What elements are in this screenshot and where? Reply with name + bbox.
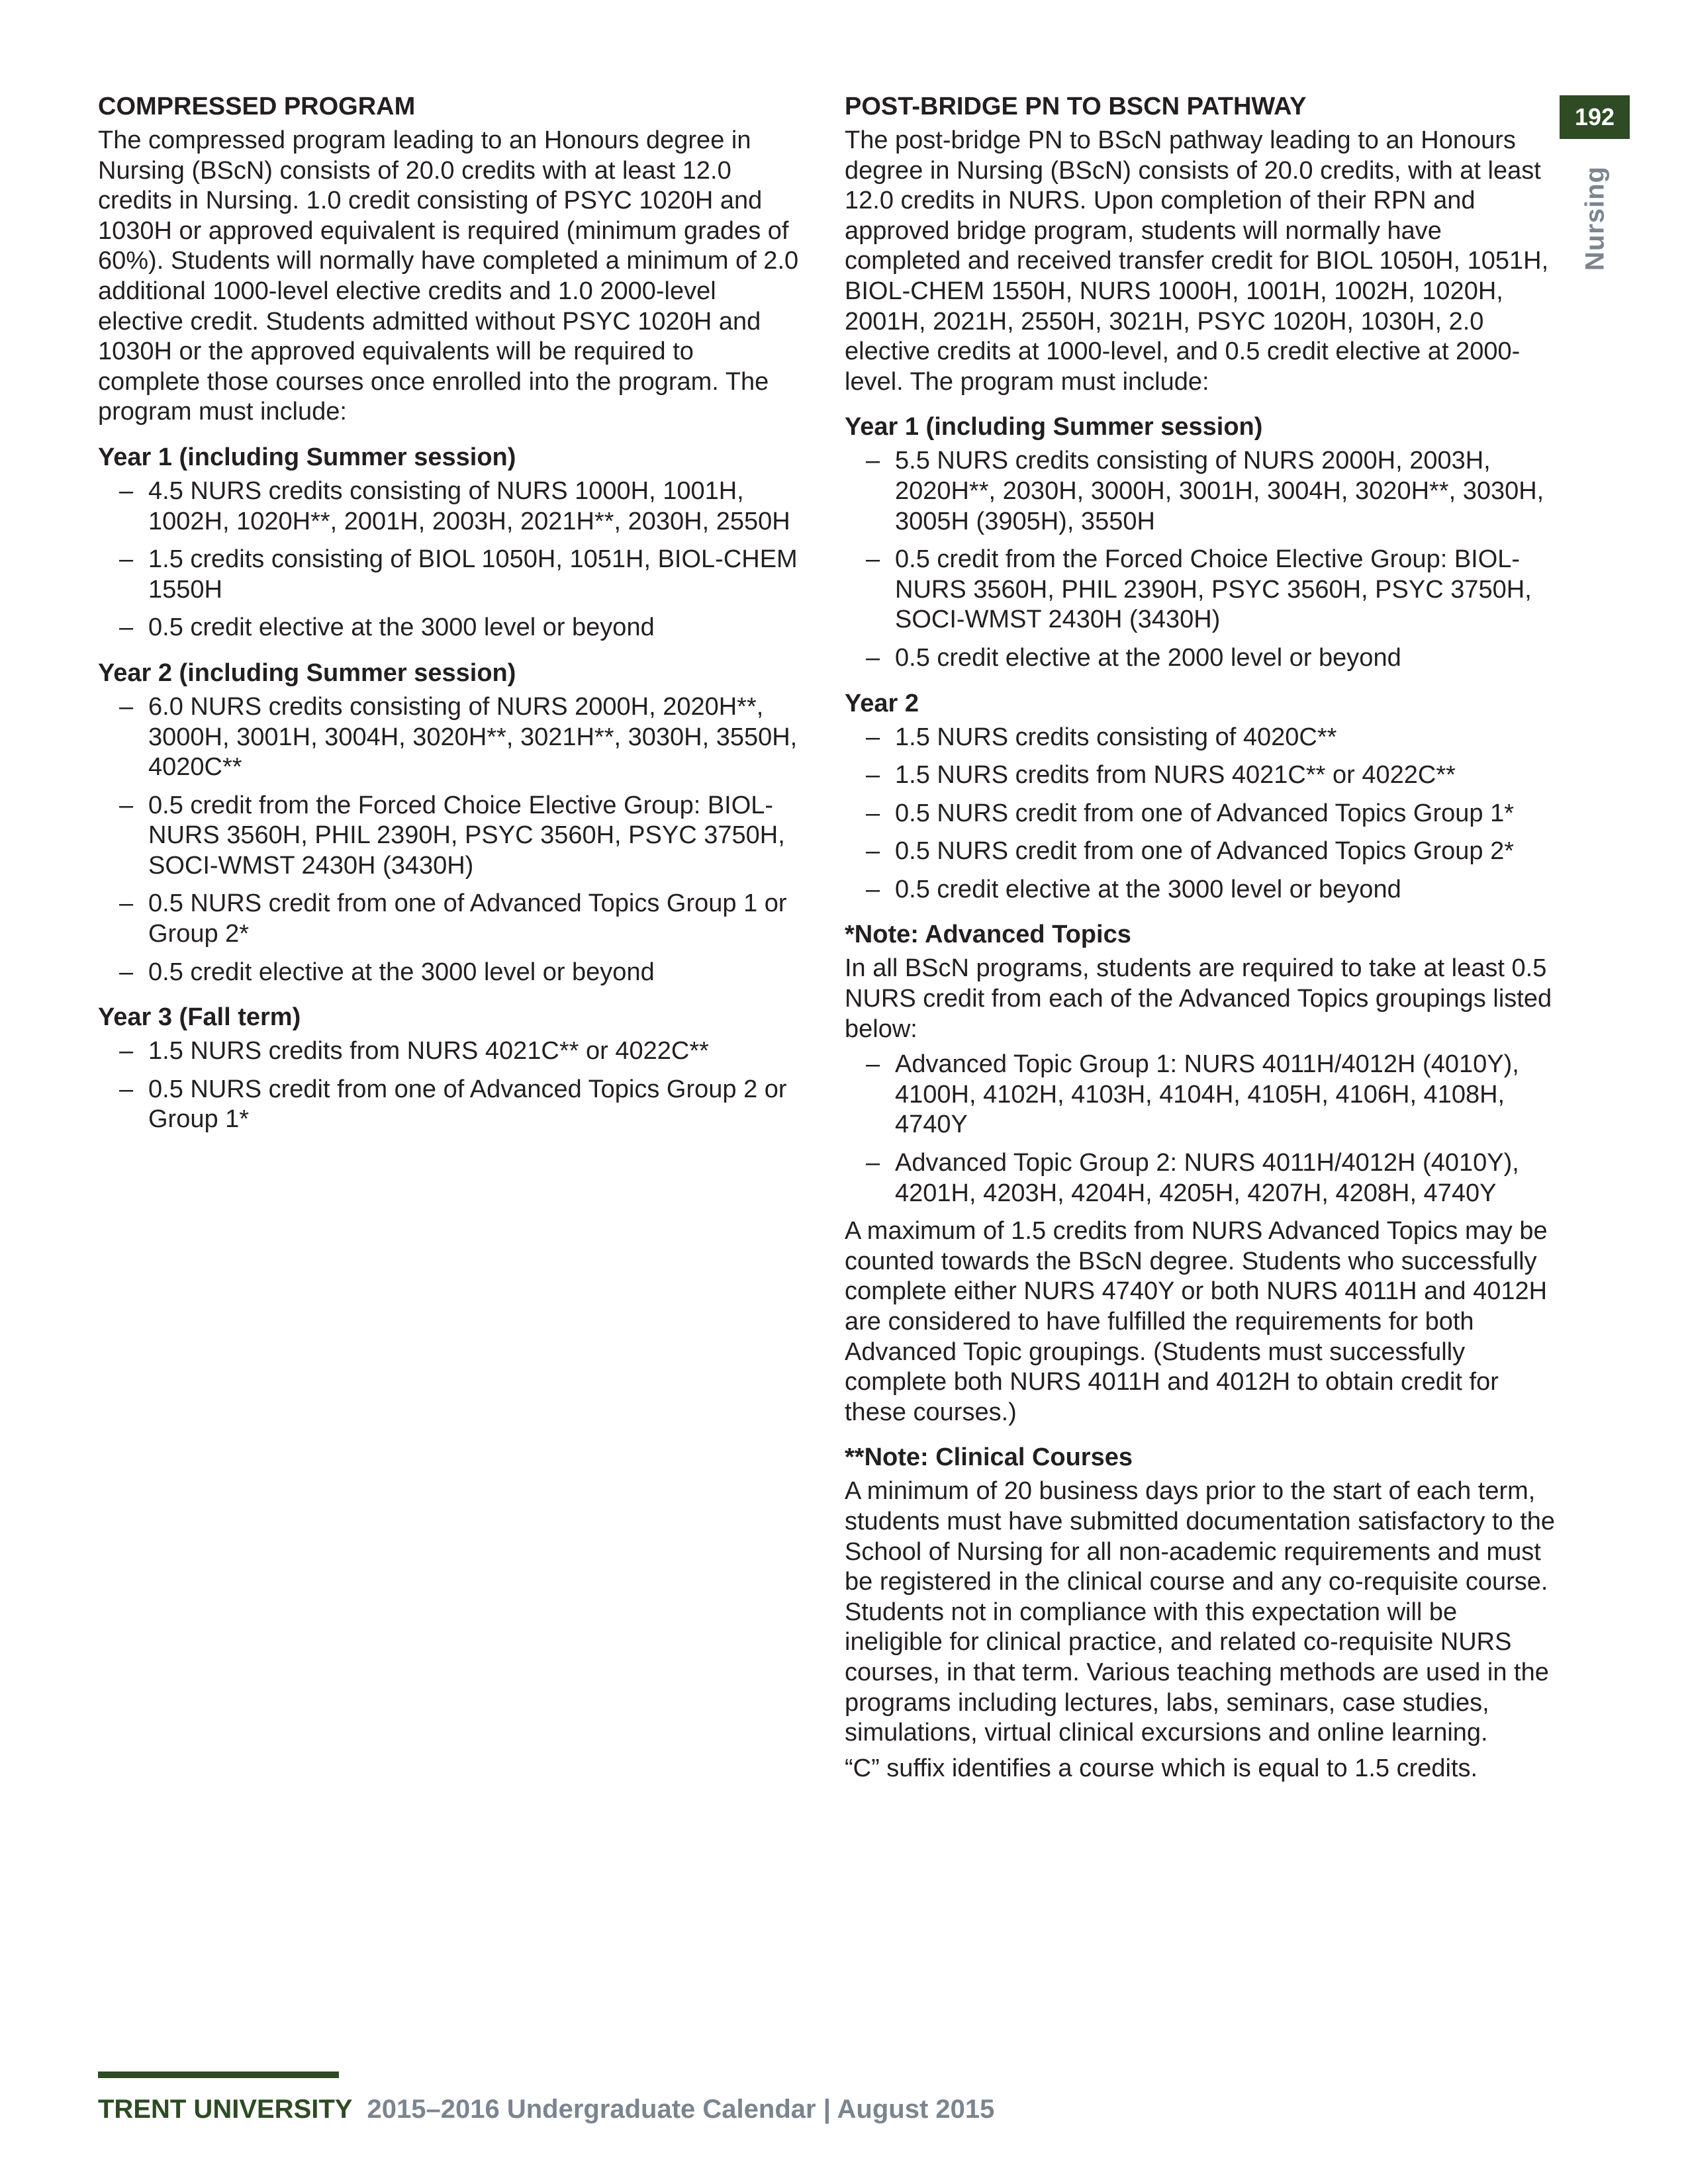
compressed-program-title: COMPRESSED PROGRAM bbox=[98, 93, 416, 120]
list-item: – 6.0 NURS credits consisting of NURS 2000H, 2020H**, 3000H, 3001H, 3004H, 3020H**, 3021H**, 3030H, 3550H, 4020C** bbox=[98, 692, 800, 783]
post-bridge-year2-heading: Year 2 bbox=[845, 689, 919, 717]
list-item: – 1.5 NURS credits from NURS 4021C** or 4022C** bbox=[845, 760, 1560, 791]
list-item: – 0.5 NURS credit from one of Advanced Topics Group 2 or Group 1* bbox=[98, 1075, 800, 1135]
clinical-courses-note-heading: **Note: Clinical Courses bbox=[845, 1443, 1133, 1472]
post-bridge-year1-list bbox=[845, 446, 1560, 673]
section-side-label: Nursing bbox=[1580, 165, 1610, 271]
footer-rule bbox=[98, 2071, 339, 2078]
list-item: – 0.5 credit elective at the 3000 level or beyond bbox=[98, 613, 800, 643]
page-number: 192 bbox=[1560, 95, 1630, 139]
list-item: – 0.5 credit elective at the 3000 level or beyond bbox=[845, 875, 1560, 905]
list-item: – Advanced Topic Group 1: NURS 4011H/4012H (4010Y), 4100H, 4102H, 4103H, 4104H, 4105H, 4106H, 4108H, 4740Y bbox=[845, 1050, 1560, 1140]
list-item: – 5.5 NURS credits consisting of NURS 2000H, 2003H, 2020H**, 2030H, 3000H, 3001H, 3004H, 3020H**, 3030H, 3005H (3905H), 3550H bbox=[845, 446, 1560, 537]
list-item: – Advanced Topic Group 2: NURS 4011H/4012H (4010Y), 4201H, 4203H, 4204H, 4205H, 4207H, 4208H, 4740Y bbox=[845, 1148, 1560, 1208]
advanced-topics-list bbox=[845, 1050, 1560, 1208]
left-column bbox=[98, 91, 800, 1143]
compressed-year3-heading: Year 3 (Fall term) bbox=[98, 1003, 301, 1032]
compressed-year1-heading: Year 1 (including Summer session) bbox=[98, 443, 516, 471]
compressed-year3-list bbox=[98, 1036, 800, 1135]
list-item: – 0.5 credit from the Forced Choice Elective Group: BIOL-NURS 3560H, PHIL 2390H, PSYC 3560H, PSYC 3750H, SOCI-WMST 2430H (3430H) bbox=[98, 791, 800, 882]
list-item: – 0.5 NURS credit from one of Advanced Topics Group 2* bbox=[845, 837, 1560, 867]
list-item: – 4.5 NURS credits consisting of NURS 1000H, 1001H, 1002H, 1020H**, 2001H, 2003H, 2021H**, 2030H, 2550H bbox=[98, 477, 800, 537]
c-suffix-note: “C” suffix identifies a course which is equal to 1.5 credits. bbox=[845, 1754, 1478, 1782]
post-bridge-year2-list bbox=[845, 723, 1560, 905]
right-column bbox=[845, 91, 1560, 1789]
list-item: – 0.5 NURS credit from one of Advanced Topics Group 1 or Group 2* bbox=[98, 889, 800, 949]
list-item: – 1.5 NURS credits from NURS 4021C** or 4022C** bbox=[98, 1036, 800, 1067]
list-item: – 0.5 credit from the Forced Choice Elective Group: BIOL-NURS 3560H, PHIL 2390H, PSYC 3560H, PSYC 3750H, SOCI-WMST 2430H (3430H) bbox=[845, 545, 1560, 635]
footer bbox=[98, 2095, 994, 2124]
footer-university: TRENT UNIVERSITY bbox=[98, 2095, 353, 2124]
advanced-topics-note-intro: In all BScN programs, students are required to take at least 0.5 NURS credit from each of the Advanced Topics groupings listed below: bbox=[845, 954, 1552, 1043]
compressed-program-intro: The compressed program leading to an Honours degree in Nursing (BScN) consists of 20.0 credits with at least 12.0 credits in Nursing. 1.0 credit consisting of PSYC 1020H and 1030H or approved equivalent is required (minimum grades of 60%). Students will normally have completed a minimum of 2.0 additional 1000-level elective credits and 1.0 2000-level elective credit. Students admitted without PSYC 1020H and 1030H or the approved equivalents will be required to complete those courses once enrolled into the program. The program must include: bbox=[98, 126, 799, 426]
post-bridge-title: POST-BRIDGE PN TO BSCN PATHWAY bbox=[845, 93, 1307, 120]
list-item: – 0.5 NURS credit from one of Advanced Topics Group 1* bbox=[845, 799, 1560, 829]
list-item: – 1.5 credits consisting of BIOL 1050H, 1051H, BIOL-CHEM 1550H bbox=[98, 545, 800, 605]
footer-calendar: 2015–2016 Undergraduate Calendar | August 2015 bbox=[367, 2095, 995, 2124]
advanced-topics-note-body: A maximum of 1.5 credits from NURS Advanced Topics may be counted towards the BScN degree. Students who successfully complete either NURS 4740Y or both NURS 4011H and 4012H are considered to have fulfilled the requirements for both Advanced Topic groupings. (Students must successfully complete both NURS 4011H and 4012H to obtain credit for these courses.) bbox=[845, 1217, 1548, 1426]
advanced-topics-note-heading: *Note: Advanced Topics bbox=[845, 921, 1131, 949]
compressed-year2-list bbox=[98, 692, 800, 987]
compressed-year1-list bbox=[98, 477, 800, 643]
list-item: – 0.5 credit elective at the 3000 level or beyond bbox=[98, 958, 800, 988]
clinical-courses-note-body: A minimum of 20 business days prior to the start of each term, students must have submitted documentation satisfactory to the School of Nursing for all non-academic requirements and must be registered in the clinical course and any co-requisite course. Students not in compliance with this expectation will be ineligible for clinical practice, and related co-requisite NURS courses, in that term. Various teaching methods are used in the programs including lectures, labs, seminars, case studies, simulations, virtual clinical excursions and online learning. bbox=[845, 1477, 1556, 1747]
list-item: – 0.5 credit elective at the 2000 level or beyond bbox=[845, 643, 1560, 674]
post-bridge-intro: The post-bridge PN to BScN pathway leading to an Honours degree in Nursing (BScN) consists of 20.0 credits, with at least 12.0 credits in NURS. Upon completion of their RPN and approved bridge program, students will normally have completed and received transfer credit for BIOL 1050H, 1051H, BIOL-CHEM 1550H, NURS 1000H, 1001H, 1002H, 1020H, 2001H, 2021H, 2550H, 3021H, PSYC 1020H, 1030H, 2.0 elective credits at 1000-level, and 0.5 credit elective at 2000-level. The program must include: bbox=[845, 126, 1549, 396]
list-item: – 1.5 NURS credits consisting of 4020C** bbox=[845, 723, 1560, 753]
post-bridge-year1-heading: Year 1 (including Summer session) bbox=[845, 413, 1263, 441]
compressed-year2-heading: Year 2 (including Summer session) bbox=[98, 659, 516, 687]
